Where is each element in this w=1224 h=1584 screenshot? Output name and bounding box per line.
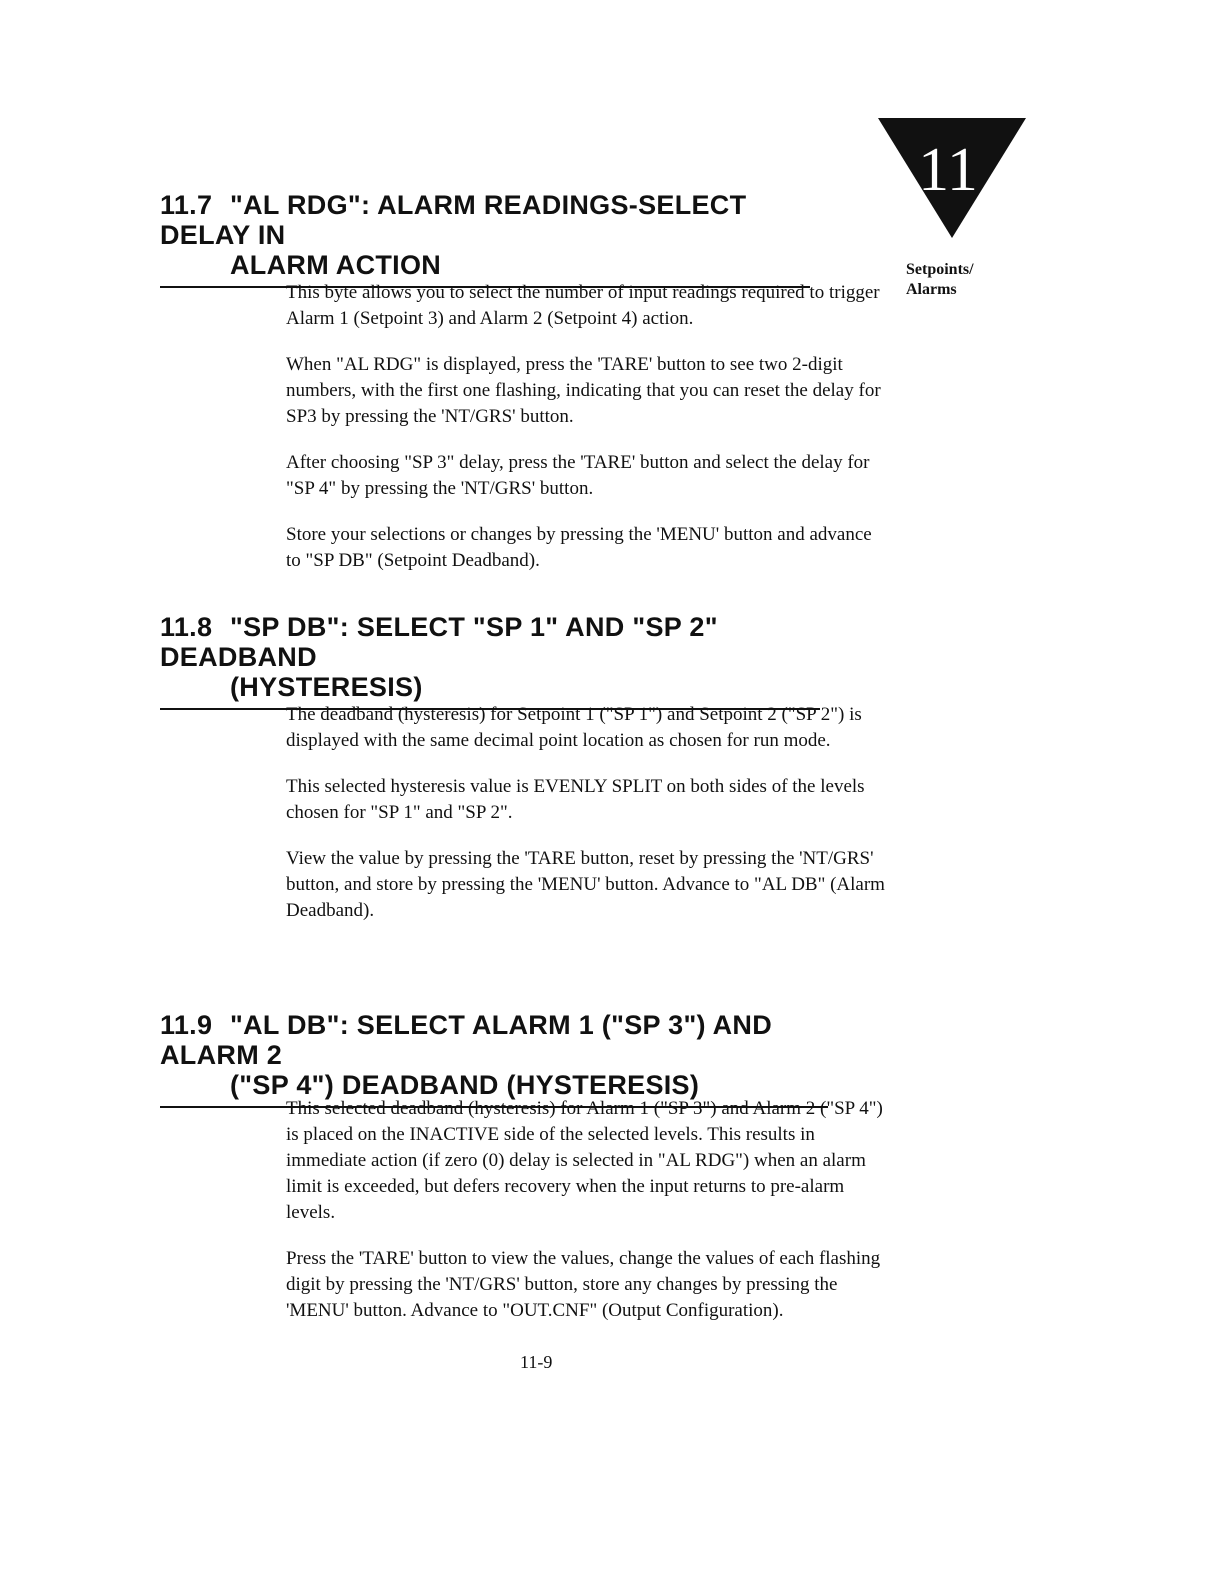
- paragraph: Store your selections or changes by pressing the 'MENU' button and advance to "SP DB" (Setpoint Deadband).: [286, 524, 872, 571]
- section-title-line2: ALARM ACTION: [230, 250, 442, 280]
- paragraph: View the value by pressing the 'TARE button, reset by pressing the 'NT/GRS' button, and store by pressing the 'MENU' button. Advance to "AL DB" (Alarm Deadband).: [286, 848, 885, 921]
- section-number: 11.7: [160, 190, 213, 220]
- section-title-line1: "SP DB": SELECT "SP 1" AND "SP 2" DEADBAND: [160, 612, 718, 672]
- section-title-line1: "AL DB": SELECT ALARM 1 ("SP 3") AND ALARM 2: [160, 1010, 773, 1070]
- paragraph: This byte allows you to select the number of input readings required to trigger Alarm 1 (Setpoint 3) and Alarm 2 (Setpoint 4) action.: [286, 282, 880, 329]
- chapter-side-label: Setpoints/ Alarms: [906, 261, 974, 298]
- paragraph: When "AL RDG" is displayed, press the 'TARE' button to see two 2-digit numbers, with the first one flashing, indicating that you can reset the delay for SP3 by pressing the 'NT/GRS' button.: [286, 354, 881, 427]
- section-heading: [160, 190, 810, 280]
- section-11-7-header: [160, 190, 810, 288]
- section-number: 11.8: [160, 612, 213, 642]
- section-heading: [160, 1010, 828, 1100]
- paragraph: Press the 'TARE' button to view the values, change the values of each flashing digit by pressing the 'NT/GRS' button, store any changes by pressing the 'MENU' button. Advance to "OUT.CNF" (Output Configuration).: [286, 1248, 881, 1321]
- paragraph: This selected hysteresis value is EVENLY SPLIT on both sides of the levels chosen for "SP 1" and "SP 2".: [286, 776, 865, 823]
- section-11-8-header: [160, 612, 820, 710]
- section-11-7-body: [286, 280, 886, 594]
- section-11-9-header: [160, 1010, 828, 1108]
- section-title-line1: "AL RDG": ALARM READINGS-SELECT DELAY IN: [160, 190, 747, 250]
- section-heading: [160, 612, 820, 702]
- section-11-9-body: [286, 1096, 886, 1344]
- paragraph: After choosing "SP 3" delay, press the 'TARE' button and select the delay for "SP 4" by pressing the 'NT/GRS' button.: [286, 452, 870, 499]
- chapter-tab-badge: [878, 118, 1026, 238]
- chapter-number: 11: [918, 136, 978, 204]
- section-title-line2: ("SP 4") DEADBAND (HYSTERESIS): [230, 1070, 700, 1100]
- page-number: 11-9: [520, 1352, 553, 1372]
- paragraph: The deadband (hysteresis) for Setpoint 1 ("SP 1") and Setpoint 2 ("SP 2") is displayed with the same decimal point location as chosen for run mode.: [286, 704, 862, 751]
- section-number: 11.9: [160, 1010, 213, 1040]
- section-11-8-body: [286, 702, 886, 944]
- section-title-line2: (HYSTERESIS): [230, 672, 423, 702]
- paragraph: This selected deadband (hysteresis) for Alarm 1 ("SP 3") and Alarm 2 ("SP 4") is placed on the INACTIVE side of the selected levels. This results in immediate action (if zero (0) delay is selected in "AL RDG") when an alarm limit is exceeded, but defers recovery when the input returns to pre-alarm levels.: [286, 1098, 883, 1223]
